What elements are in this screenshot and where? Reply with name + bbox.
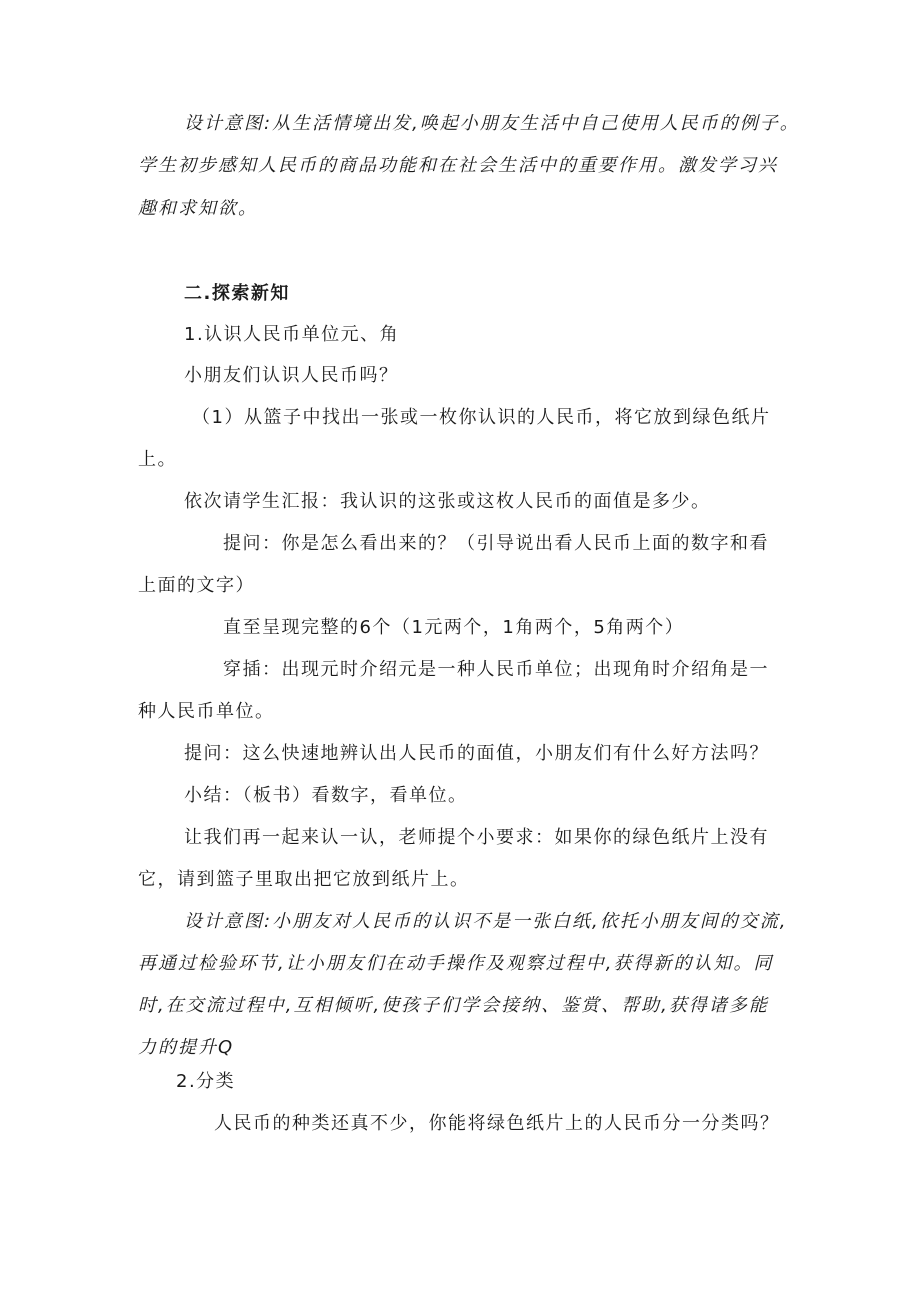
question-intro: 小朋友们认识人民币吗？ [184,365,399,386]
ask-1-line-1: 提问：你是怎么看出来的？（引导说出看人民币上面的数字和看 [223,533,769,554]
again-line-2: 它，请到篮子里取出把它放到纸片上。 [138,869,470,890]
design-intent-1-line-2: 学生初步感知人民币的商品功能和在社会生活中的重要作用。激发学习兴 [138,155,778,176]
until-complete-text: 直至呈现完整的6个（1元两个，1角两个，5角两个） [223,617,685,638]
design-intent-1-line-1: 设计意图:从生活情境出发,唤起小朋友生活中自己使用人民币的例子。 [184,113,800,134]
classify-question: 人民币的种类还真不少，你能将绿色纸片上的人民币分一分类吗？ [214,1113,780,1134]
subsection-2-heading: 2.分类 [176,1071,236,1092]
ask-1-line-2: 上面的文字） [138,575,255,596]
section-heading: 二.探索新知 [184,283,290,304]
design-intent-1-line-3: 趣和求知欲。 [138,198,258,219]
ask-2-text: 提问：这么快速地辨认出人民币的面值，小朋友们有什么好方法吗？ [184,743,769,764]
insert-line-1: 穿插：出现元时介绍元是一种人民币单位；出现角时介绍角是一 [223,659,769,680]
step-1-line-1: （1）从篮子中找出一张或一枚你认识的人民币，将它放到绿色纸片 [192,407,771,428]
report-text: 依次请学生汇报：我认识的这张或这枚人民币的面值是多少。 [184,491,711,512]
design-intent-2-line-4: 力的提升Q [138,1037,235,1058]
summary-text: 小结：（板书）看数字，看单位。 [184,785,468,806]
subsection-1-heading: 1.认识人民币单位元、角 [184,324,400,345]
design-intent-2-line-1: 设计意图:小朋友对人民币的认识不是一张白纸,依托小朋友间的交流, [184,911,788,932]
design-intent-2-line-3: 时,在交流过程中,互相倾听,使孩子们学会接纳、鉴赏、帮助,获得诸多能 [138,995,769,1016]
design-intent-2-line-2: 再通过检验环节,让小朋友们在动手操作及观察过程中,获得新的认知。同 [138,953,774,974]
insert-line-2: 种人民币单位。 [138,701,275,722]
again-line-1: 让我们再一起来认一认，老师提个小要求：如果你的绿色纸片上没有 [184,827,769,848]
step-1-line-2: 上。 [138,449,177,470]
